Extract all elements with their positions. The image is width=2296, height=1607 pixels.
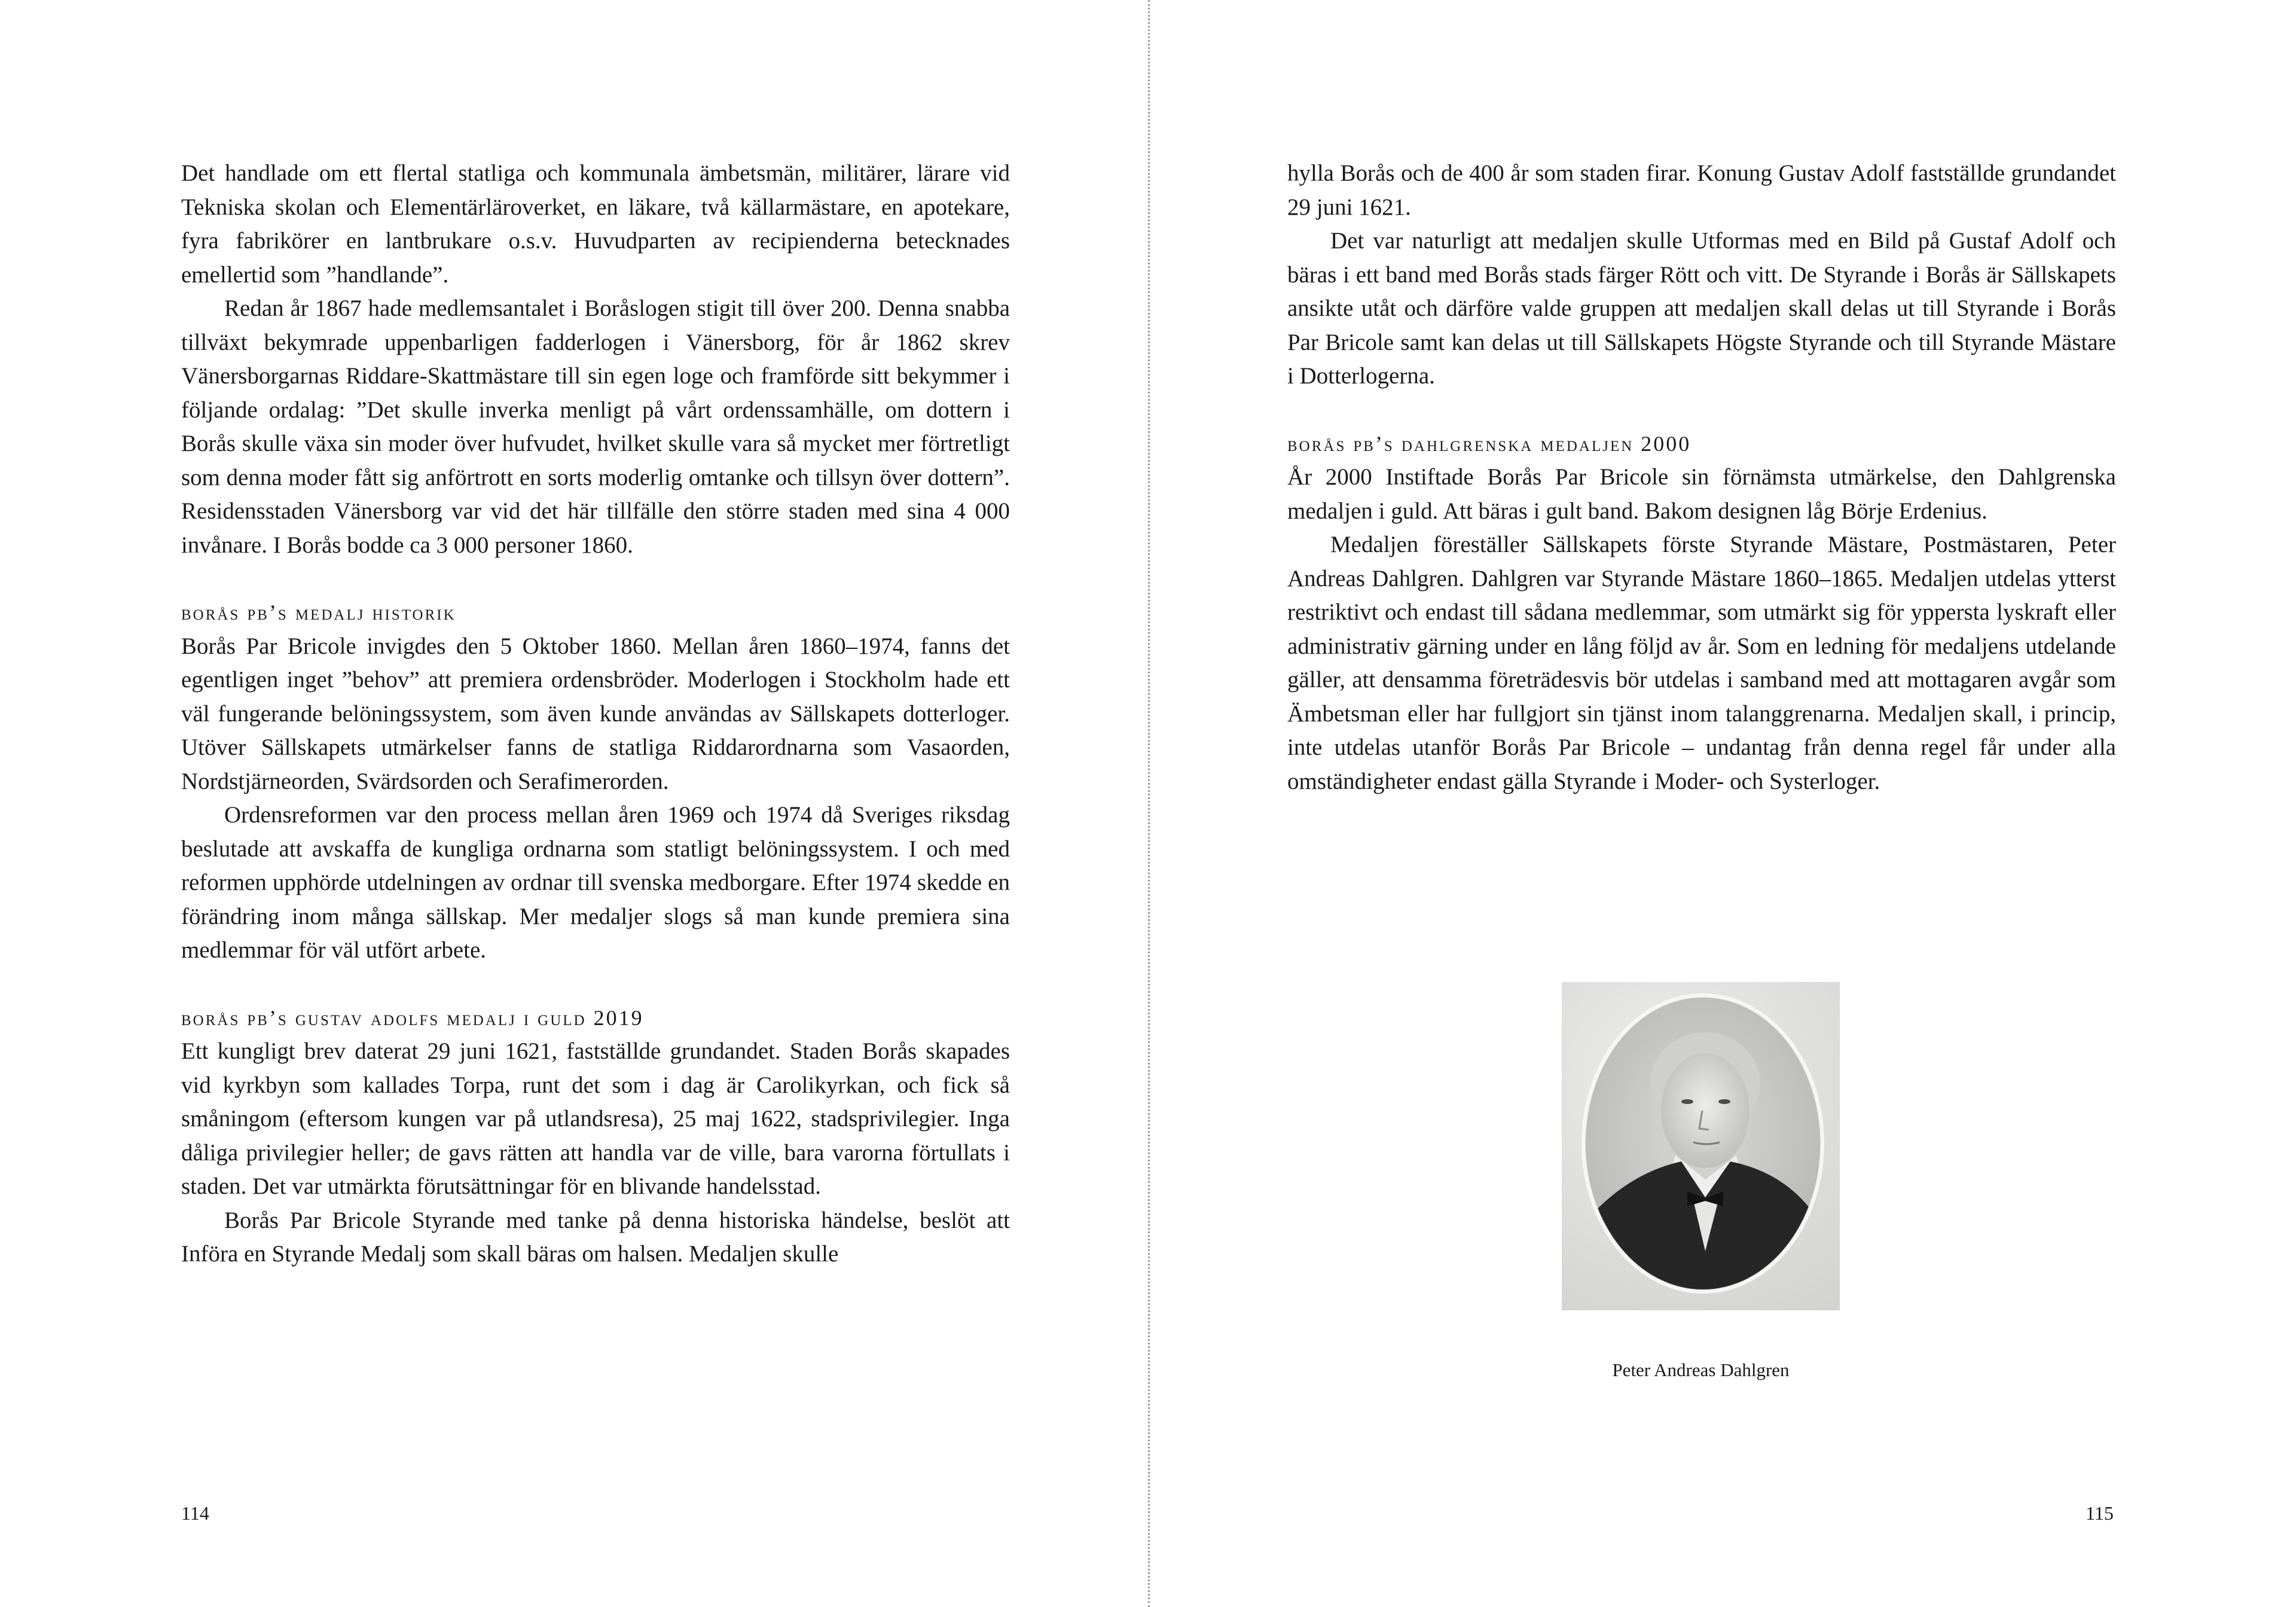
- left-page: [0, 0, 1147, 1607]
- section-heading: borås pb’s gustav adolfs medalj i guld 2019: [181, 1005, 644, 1030]
- paragraph: Det handlade om ett flertal statliga och kommunala ämbetsmän, militärer, lärare vid Tekniska skolan och Elementärläroverket, en läkare, två källarmästare, en apotekare, fyra fabrikörer en lantbrukare o.s.v. Huvudparten av recipienderna betecknades emellertid som ”handlande”.: [181, 160, 1010, 288]
- right-page: [1149, 0, 2296, 1607]
- portrait-photo: [1562, 982, 1840, 1310]
- right-text-column: [1287, 157, 2116, 798]
- portrait-illustration-icon: [1562, 982, 1840, 1310]
- section-heading: borås pb’s dahlgrenska medaljen 2000: [1287, 431, 1692, 456]
- paragraph: Ett kungligt brev daterat 29 juni 1621, fastställde grundandet. Staden Borås skapades vid kyrkbyn som kallades Torpa, runt det som i dag är Carolikyrkan, och fick så småningom (eftersom kungen var på utlandsresa), 25 maj 1622, stadsprivilegier. Inga dåliga privilegier heller; de gavs rätten att handla var de ville, bara varorna förtullats i staden. Det var utmärkta förutsättningar för en blivande handelsstad.: [181, 1038, 1010, 1199]
- left-text-column: [181, 157, 1010, 1271]
- portrait-figure: [1562, 982, 1840, 1382]
- paragraph: Ordensreformen var den process mellan åren 1969 och 1974 då Sveriges riksdag beslutade att avskaffa de kungliga ordnarna som statligt belöningssystem. I och med reformen upphörde utdelningen av ordnar till svenska medborgare. Efter 1974 skedde en förändring inom många sällskap. Mer medaljer slogs så man kunde premiera sina medlemmar för väl utfört arbete.: [181, 802, 1010, 963]
- paragraph: hylla Borås och de 400 år som staden firar. Konung Gustav Adolf fastställde grundandet 29 juni 1621.: [1287, 160, 2116, 220]
- page-number: 115: [2086, 1502, 2114, 1524]
- paragraph: Redan år 1867 hade medlemsantalet i Boråslogen stigit till över 200. Denna snabba tillväxt bekymrade uppenbarligen fadderlogen i Vänersborg, för år 1862 skrev Vänersborgarnas Riddare-Skattmästare till sin egen loge och framförde sitt bekymmer i följande ordalag: ”Det skulle inverka menligt på vårt ordenssamhälle, om dottern i Borås skulle växa sin moder över hufvudet, hvilket skulle vara så mycket mer förtretligt som denna moder fått sig anförtrott en sorts moderlig omtanke och tillsyn över dottern”. Residensstaden Vänersborg var vid det här tillfälle den större staden med sina 4 000 invånare. I Borås bodde ca 3 000 personer 1860.: [181, 295, 1010, 558]
- paragraph: Borås Par Bricole invigdes den 5 Oktober 1860. Mellan åren 1860–1974, fanns det egentligen inget ”behov” att premiera ordensbröder. Moderlogen i Stockholm hade ett väl fungerande belöningssystem, som även kunde användas av Sällskapets dotterloger. Utöver Sällskapets utmärkelser fanns de statliga Riddarordnarna som Vasaorden, Nordstjärneorden, Svärdsorden och Serafimerorden.: [181, 633, 1010, 794]
- section-heading: borås pb’s medalj historik: [181, 600, 456, 624]
- portrait-caption: Peter Andreas Dahlgren: [1612, 1359, 1790, 1380]
- paragraph: Borås Par Bricole Styrande med tanke på denna historiska händelse, beslöt att Införa en Styrande Medalj som skall bäras om halsen. Medaljen skulle: [181, 1207, 1010, 1267]
- paragraph: Det var naturligt att medaljen skulle Utformas med en Bild på Gustaf Adolf och bäras i ett band med Borås stads färger Rött och vitt. De Styrande i Borås är Sällskapets ansikte utåt och därföre valde gruppen att medaljen skall delas ut till Styrande i Borås Par Bricole samt kan delas ut till Sällskapets Högste Styrande och till Styrande Mästare i Dotterlogerna.: [1287, 228, 2116, 389]
- paragraph: Medaljen föreställer Sällskapets förste Styrande Mästare, Postmästaren, Peter Andreas Dahlgren. Dahlgren var Styrande Mästare 1860–1865. Medaljen utdelas ytterst restriktivt och endast till sådana medlemmar, som utmärkt sig för yppersta lyskraft eller administrativ gärning under en lång följd av år. Som en ledning för medaljens utdelande gäller, att densamma företrädesvis bör utdelas i samband med att mottagaren avgår som Ämbetsman eller har fullgjort sin tjänst inom talanggrenarna. Medaljen skall, i princip, inte utdelas utanför Borås Par Bricole – undantag från denna regel får under alla omständigheter endast gälla Styrande i Moder- och Systerloger.: [1287, 532, 2116, 794]
- page-number: 114: [181, 1502, 209, 1524]
- paragraph: År 2000 Instiftade Borås Par Bricole sin förnämsta utmärkelse, den Dahlgrenska medaljen i guld. Att bäras i gult band. Bakom designen låg Börje Erdenius.: [1287, 464, 2116, 524]
